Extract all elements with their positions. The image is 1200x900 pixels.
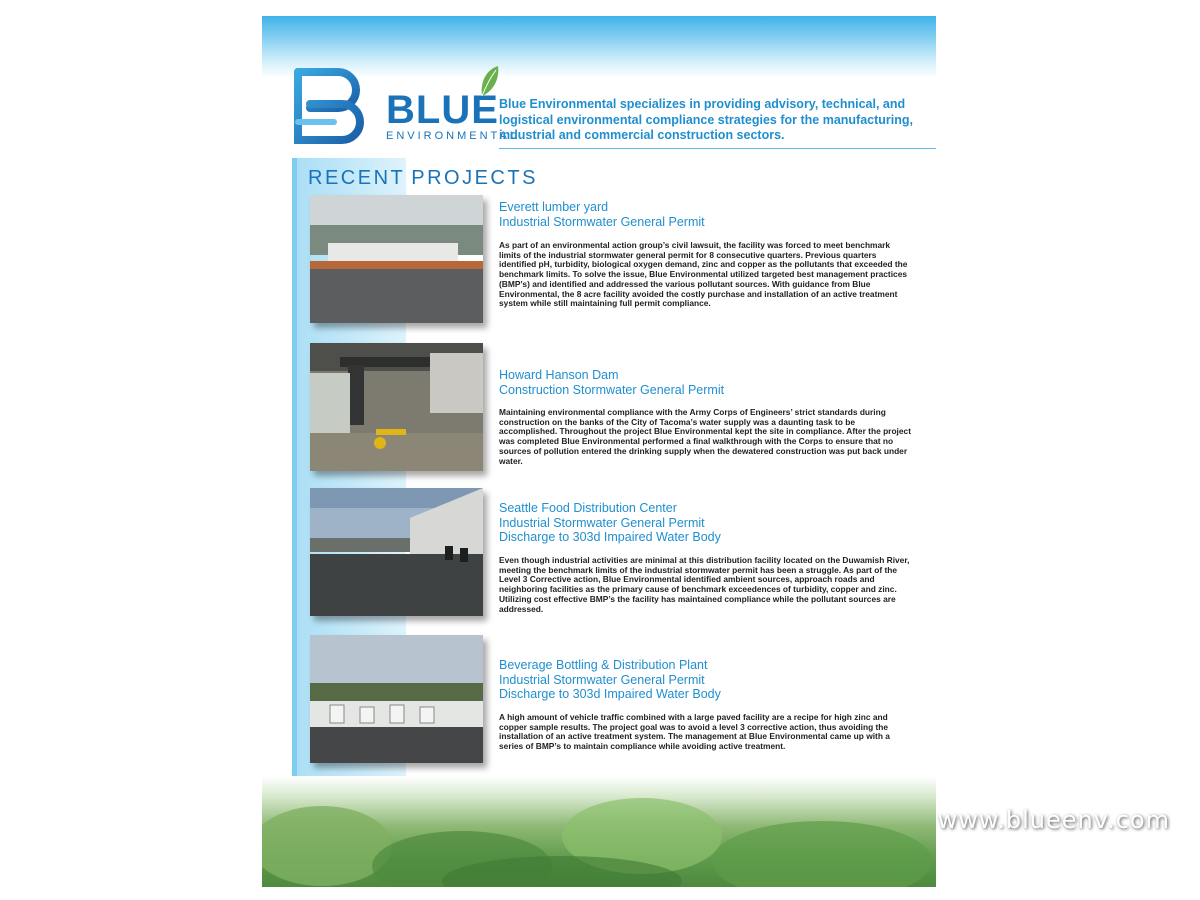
- logo-subtitle: ENVIRONMENTAL: [386, 130, 519, 142]
- project-description: Even though industrial activities are minimal at this distribution facility located on the Duwamish River, meeting the benchmark limits of the industrial stormwater permit has been a struggle. As part of the Level 3 Corrective action, Blue Environmental identified ambient sources, approach roads and neighboring facilities as the primary cause of benchmark exceedences of turbidity, copper and zinc. Utilizing cost effective BMP’s the facility has maintained compliance while the pollutant sources are addressed.: [499, 555, 910, 614]
- project-heading: [499, 368, 724, 397]
- project-permit: Industrial Stormwater General Permit: [499, 214, 705, 229]
- website-url: www.blueenv.com: [937, 806, 1170, 834]
- project-title: Everett lumber yard: [499, 200, 609, 214]
- blue-environmental-logo: [290, 64, 519, 146]
- header-divider: [499, 148, 936, 149]
- project-discharge-note: Discharge to 303d Impaired Water Body: [499, 687, 721, 701]
- project-title: Seattle Food Distribution Center: [499, 501, 677, 515]
- project-photo-dam: [310, 343, 483, 471]
- project-discharge-note: Discharge to 303d Impaired Water Body: [499, 530, 721, 544]
- project-description: As part of an environmental action group’s civil lawsuit, the facility was forced to meet benchmark limits of the industrial stormwater general permit for 8 consecutive quarters. Previous quarters identified pH, turbidity, biological oxygen demand, zinc and copper as the pollutants that exceeded the benchmark limits. To solve the issue, Blue Environmental utilized targeted best management practices (BMP’s) and identified and addressed the various pollutant sources. With guidance from Blue Environmental, the 8 acre facility avoided the costly purchase and installation of an active treatment system while still maintaining full permit compliance.: [499, 240, 908, 309]
- flyer-page: [262, 16, 936, 887]
- project-permit: Industrial Stormwater General Permit: [499, 515, 705, 530]
- project-heading: [499, 501, 721, 545]
- b-mark-icon: [290, 64, 380, 146]
- project-description: A high amount of vehicle traffic combined with a large paved facility are a recipe for high zinc and copper sample results. The project goal was to avoid a level 3 corrective action, thus avoiding the installation of an active treatment system. The management at Blue Environmental came up with a series of BMP’s to maintain compliance while avoiding active treatment.: [499, 712, 890, 752]
- project-permit: Construction Stormwater General Permit: [499, 382, 725, 397]
- section-title-word-projects: PROJECTS: [411, 167, 538, 189]
- section-title-word-recent: RECENT: [308, 167, 406, 189]
- company-tagline: Blue Environmental specializes in providing advisory, technical, and logistical environmental compliance strategies for the manufacturing, industrial and commercial construction sectors.: [499, 97, 913, 142]
- project-permit: Industrial Stormwater General Permit: [499, 672, 705, 687]
- leaf-icon: [478, 64, 500, 98]
- sidebar-strip-edge: [292, 158, 297, 798]
- project-photo-food-distribution: [310, 488, 483, 616]
- project-photo-beverage-plant: [310, 635, 483, 763]
- logo-wordmark: BLUE: [386, 88, 499, 132]
- section-title: [308, 167, 538, 189]
- project-title: Howard Hanson Dam: [499, 368, 619, 382]
- project-description: Maintaining environmental compliance with the Army Corps of Engineers’ strict standards during construction on the banks of the City of Tacoma’s water supply was a daunting task to be accomplished. Throughout the project Blue Environmental kept the site in compliance. After the project was completed Blue Environmental performed a final walkthrough with the Corps to ensure that no sources of pollution entered the drinking supply when the dewatered construction was put back under water.: [499, 407, 911, 466]
- project-title: Beverage Bottling & Distribution Plant: [499, 658, 708, 672]
- project-heading: [499, 200, 705, 229]
- project-photo-lumber-yard: [310, 195, 483, 323]
- leaf-background-band: [262, 776, 936, 887]
- project-heading: [499, 658, 721, 702]
